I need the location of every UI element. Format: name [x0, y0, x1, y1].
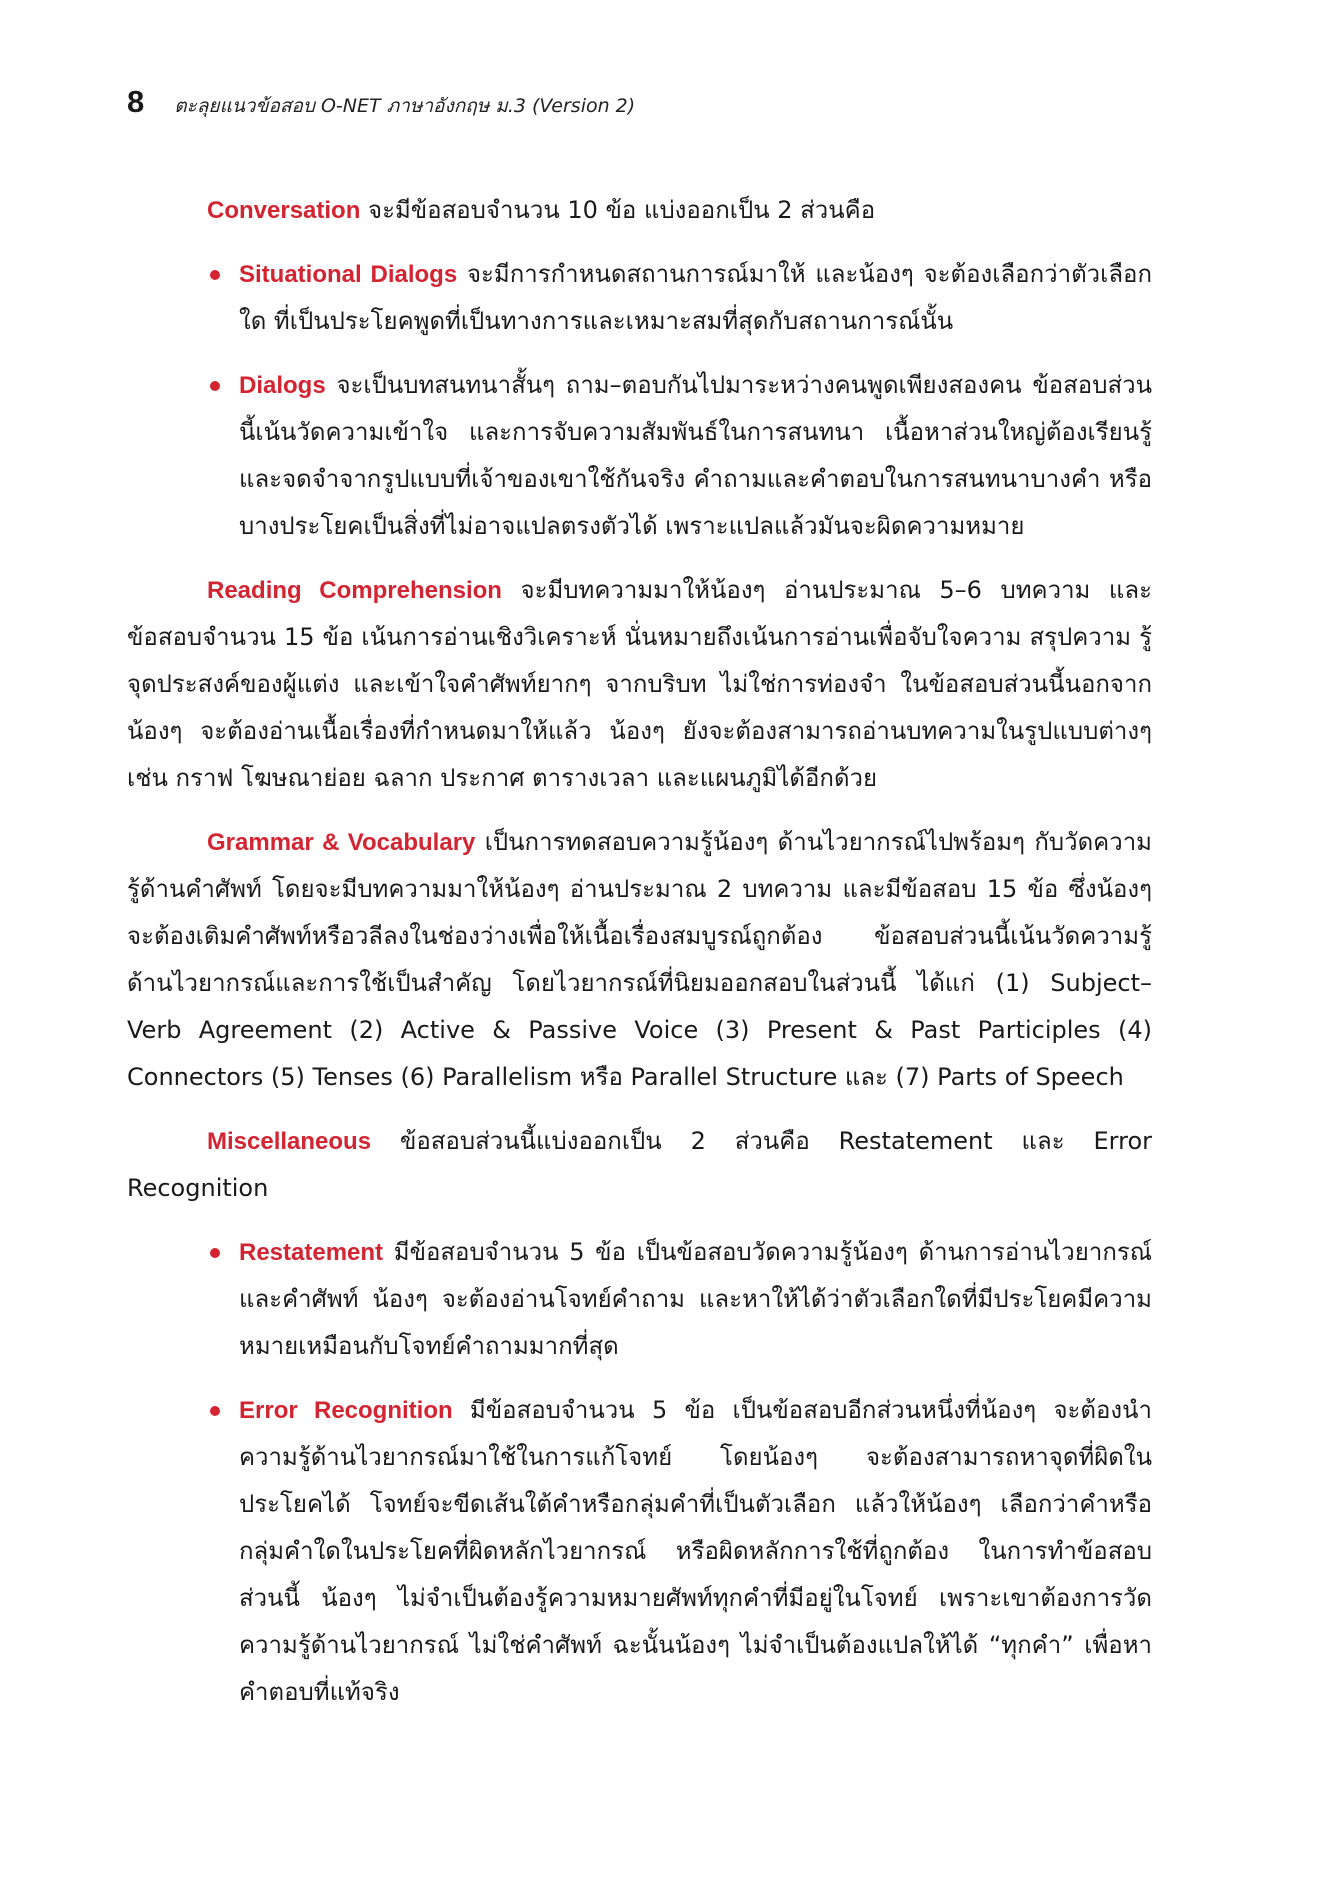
- grammar-term: Grammar & Vocabulary: [207, 829, 476, 856]
- conversation-text: จะมีข้อสอบจำนวน 10 ข้อ แบ่งออกเป็น 2 ส่วนคือ: [360, 196, 876, 224]
- misc-bullet-list: [127, 1229, 1152, 1716]
- misc-paragraph: [127, 1118, 1152, 1212]
- misc-term: Miscellaneous: [207, 1128, 372, 1155]
- restatement-text: มีข้อสอบจำนวน 5 ข้อ เป็นข้อสอบวัดความรู้น้องๆ ด้านการอ่านไวยากรณ์ และคำศัพท์ น้องๆ จะต้องอ่านโจทย์คำถาม และหาให้ได้ว่าตัวเลือกใดที่มีประโยคมีความหมายเหมือนกับโจทย์คำถามมากที่สุด: [239, 1238, 1152, 1360]
- grammar-text: เป็นการทดสอบความรู้น้องๆ ด้านไวยากรณ์ไปพร้อมๆ กับวัดความรู้ด้านคำศัพท์ โดยจะมีบทความมาให้น้องๆ อ่านประมาณ 2 บทความ และมีข้อสอบ 15 ข้อ ซึ่งน้องๆ จะต้องเติมคำศัพท์หรือวลีลงในช่องว่างเพื่อให้เนื้อเรื่องสมบูรณ์ถูกต้อง ข้อสอบส่วนนี้เน้นวัดความรู้ด้านไวยากรณ์และการใช้เป็นสำคัญ โดยไวยากรณ์ที่นิยมออกสอบในส่วนนี้ ได้แก่ (1) Subject–Verb Agreement (2) Active & Passive Voice (3) Present & Past Participles (4) Connectors (5) Tenses (6) Parallelism หรือ Parallel Structure และ (7) Parts of Speech: [127, 828, 1152, 1091]
- running-title: ตะลุยแนวข้อสอบ O-NET ภาษาอังกฤษ ม.3 (Version 2): [174, 95, 636, 117]
- list-item: [127, 1387, 1152, 1716]
- bullet-dot-icon: [210, 381, 220, 391]
- conversation-term: Conversation: [207, 197, 361, 224]
- bullet-dot-icon: [210, 1248, 220, 1258]
- list-item: [127, 1229, 1152, 1370]
- reading-paragraph: [127, 567, 1152, 802]
- error-recognition-term: Error Recognition: [239, 1397, 453, 1424]
- page-content: [127, 187, 1152, 1733]
- reading-term: Reading Comprehension: [207, 577, 502, 604]
- conversation-paragraph: [127, 187, 1152, 234]
- grammar-paragraph: [127, 819, 1152, 1101]
- dialogs-term: Dialogs: [239, 372, 326, 399]
- page-header: [127, 84, 635, 121]
- error-recognition-text: มีข้อสอบจำนวน 5 ข้อ เป็นข้อสอบอีกส่วนหนึ่งที่น้องๆ จะต้องนำความรู้ด้านไวยากรณ์มาใช้ในการแก้โจทย์ โดยน้องๆ จะต้องสามารถหาจุดที่ผิดในประโยคได้ โจทย์จะขีดเส้นใต้คำหรือกลุ่มคำที่เป็นตัวเลือก แล้วให้น้องๆ เลือกว่าคำหรือกลุ่มคำใดในประโยคที่ผิดหลักไวยากรณ์ หรือผิดหลักการใช้ที่ถูกต้อง ในการทำข้อสอบส่วนนี้ น้องๆ ไม่จำเป็นต้องรู้ความหมายศัพท์ทุกคำที่มีอยู่ในโจทย์ เพราะเขาต้องการวัดความรู้ด้านไวยากรณ์ ไม่ใช่คำศัพท์ ฉะนั้นน้องๆ ไม่จำเป็นต้องแปลให้ได้ “ทุกคำ” เพื่อหาคำตอบที่แท้จริง: [239, 1396, 1153, 1706]
- dialogs-text: จะเป็นบทสนทนาสั้นๆ ถาม–ตอบกันไปมาระหว่างคนพูดเพียงสองคน ข้อสอบส่วนนี้เน้นวัดความเข้าใจ และการจับความสัมพันธ์ในการสนทนา เนื้อหาส่วนใหญ่ต้องเรียนรู้และจดจำจากรูปแบบที่เจ้าของเขาใช้กันจริง คำถามและคำตอบในการสนทนาบางคำ หรือบางประโยคเป็นสิ่งที่ไม่อาจแปลตรงตัวได้ เพราะแปลแล้วมันจะผิดความหมาย: [239, 371, 1152, 540]
- situational-dialogs-text: จะมีการกำหนดสถานการณ์มาให้ และน้องๆ จะต้องเลือกว่าตัวเลือกใด ที่เป็นประโยคพูดที่เป็นทางการและเหมาะสมที่สุดกับสถานการณ์นั้น: [239, 260, 1152, 335]
- reading-text: จะมีบทความมาให้น้องๆ อ่านประมาณ 5–6 บทความ และข้อสอบจำนวน 15 ข้อ เน้นการอ่านเชิงวิเคราะห์ นั่นหมายถึงเน้นการอ่านเพื่อจับใจความ สรุปความ รู้จุดประสงค์ของผู้แต่ง และเข้าใจคำศัพท์ยากๆ จากบริบท ไม่ใช่การท่องจำ ในข้อสอบส่วนนี้นอกจากน้องๆ จะต้องอ่านเนื้อเรื่องที่กำหนดมาให้แล้ว น้องๆ ยังจะต้องสามารถอ่านบทความในรูปแบบต่างๆ เช่น กราฟ โฆษณาย่อย ฉลาก ประกาศ ตารางเวลา และแผนภูมิได้อีกด้วย: [127, 576, 1152, 792]
- list-item: [127, 362, 1152, 550]
- bullet-dot-icon: [210, 270, 220, 280]
- bullet-dot-icon: [210, 1406, 220, 1416]
- misc-text: ข้อสอบส่วนนี้แบ่งออกเป็น 2 ส่วนคือ Restatement และ Error Recognition: [127, 1127, 1152, 1202]
- conversation-bullet-list: [127, 251, 1152, 550]
- list-item: [127, 251, 1152, 345]
- page-number: 8: [127, 84, 145, 119]
- situational-dialogs-term: Situational Dialogs: [239, 261, 458, 288]
- restatement-term: Restatement: [239, 1239, 384, 1266]
